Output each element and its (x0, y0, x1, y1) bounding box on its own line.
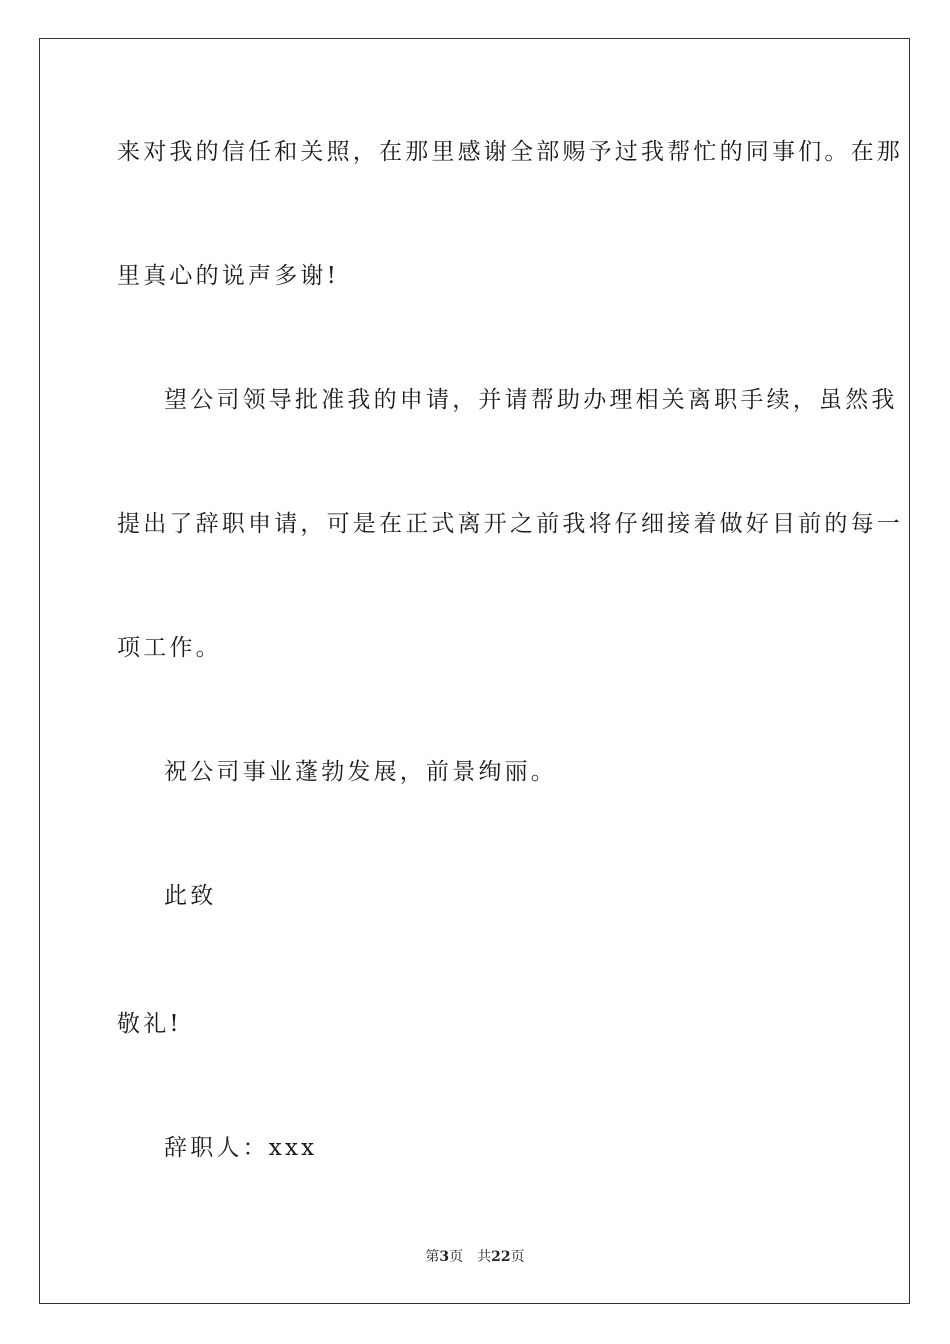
signature-line: 辞职人：xxx (164, 1135, 318, 1161)
body-line-5: 项工作。 (117, 635, 222, 661)
page-border (39, 38, 910, 1304)
footer-total-pages: 22 (491, 1249, 511, 1265)
body-line-4: 提出了辞职申请，可是在正式离开之前我将仔细接着做好目前的每一 (117, 511, 903, 537)
body-line-2: 里真心的说声多谢! (117, 263, 340, 289)
body-line-1: 来对我的信任和关照，在那里感谢全部赐予过我帮忙的同事们。在那 (117, 139, 903, 165)
body-line-6: 祝公司事业蓬勃发展，前景绚丽。 (164, 759, 557, 785)
footer-page-prefix: 第 (425, 1249, 440, 1265)
footer-total-suffix: 页 (510, 1249, 525, 1265)
body-line-3: 望公司领导批准我的申请，并请帮助办理相关离职手续，虽然我 (164, 387, 898, 413)
page-footer (0, 1248, 950, 1266)
footer-page-suffix: 页 (449, 1249, 464, 1265)
footer-page-number: 3 (439, 1249, 450, 1265)
closing-salutation: 此致 (164, 883, 217, 909)
footer-total-prefix: 共 (477, 1249, 492, 1265)
closing-regards: 敬礼! (117, 1011, 182, 1037)
